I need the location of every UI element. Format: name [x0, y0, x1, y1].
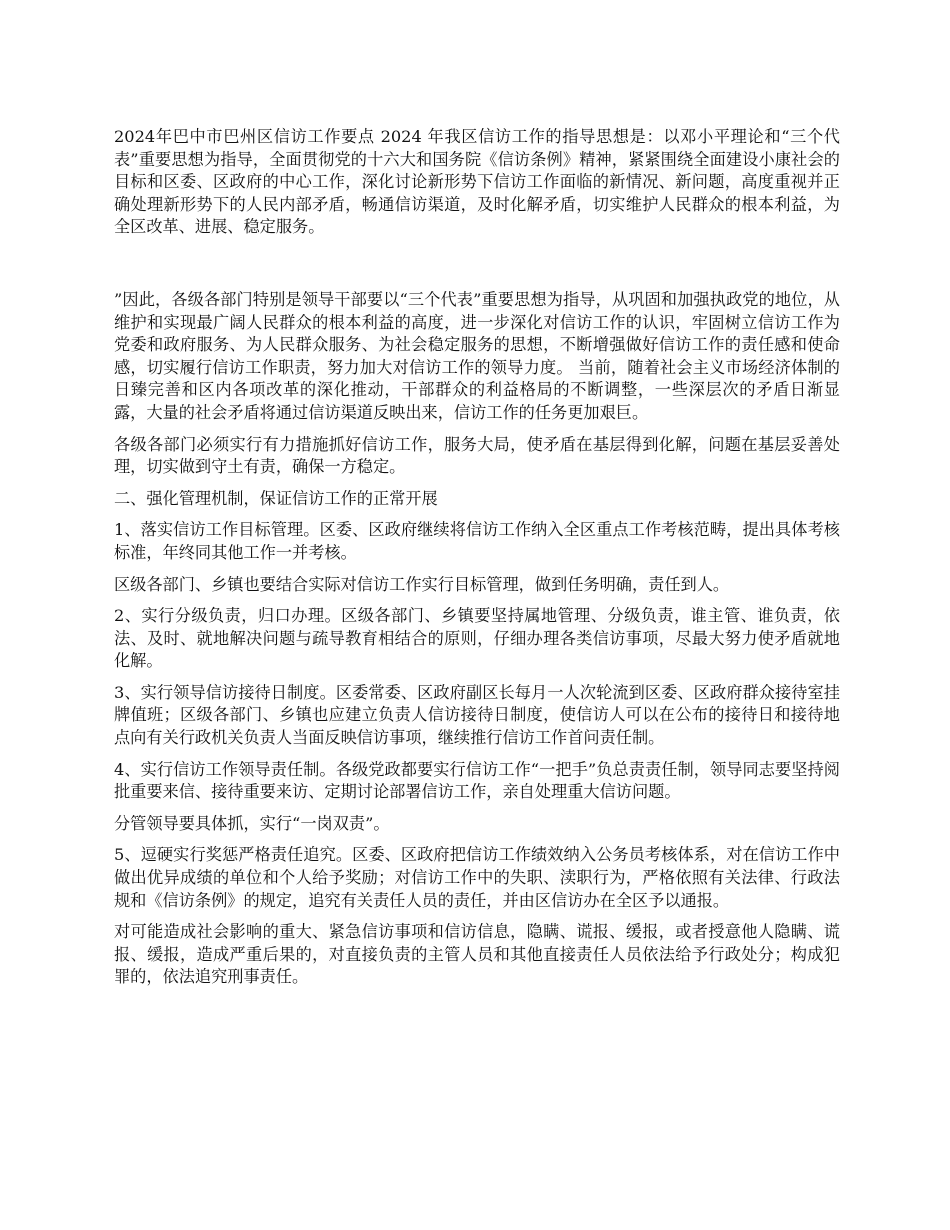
list-item-paragraph: 4、实行信访工作领导责任制。各级党政都要实行信访工作“一把手”负总责责任制，领导同志要坚持阅批重要来信、接待重要来访、定期讨论部署信访工作，亲自处理重大信访问题。: [114, 759, 840, 802]
body-paragraph: ”因此，各级各部门特别是领导干部要以“三个代表”重要思想为指导，从巩固和加强执政党的地位，从维护和实现最广阔人民群众的根本利益的高度，进一步深化对信访工作的认识，牢固树立信访工作为党委和政府服务、为人民群众服务、为社会稳定服务的思想，不断增强做好信访工作的责任感和使命感，切实履行信访工作职责，努力加大对信访工作的领导力度。 当前，随着社会主义市场经济体制的日臻完善和区内各项改革的深化推动，干部群众的利益格局的不断调整，一些深层次的矛盾日渐显露，大量的社会矛盾将通过信访渠道反映出来，信访工作的任务更加艰巨。: [114, 289, 840, 422]
intro-paragraph: 2024年巴中市巴州区信访工作要点 2024 年我区信访工作的指导思想是：以邓小平理论和“三个代表”重要思想为指导，全面贯彻党的十六大和国务院《信访条例》精神，紧紧围绕全面建设小康社会的目标和区委、区政府的中心工作，深化讨论新形势下信访工作面临的新情况、新问题，高度重视并正确处理新形势下的人民内部矛盾，畅通信访渠道，及时化解矛盾，切实维护人民群众的根本利益，为全区改革、进展、稳定服务。: [114, 127, 840, 237]
body-paragraph: 分管领导要具体抓，实行“一岗双责”。: [114, 813, 390, 833]
list-item-paragraph: 3、实行领导信访接待日制度。区委常委、区政府副区长每月一人次轮流到区委、区政府群众接待室挂牌值班；区级各部门、乡镇也应建立负责人信访接待日制度，使信访人可以在公布的接待日和接待地点向有关行政机关负责人当面反映信访事项，继续推行信访工作首问责任制。: [114, 682, 840, 748]
list-item-paragraph: 5、逗硬实行奖惩严格责任追究。区委、区政府把信访工作绩效纳入公务员考核体系，对在信访工作中做出优异成绩的单位和个人给予奖励；对信访工作中的失职、渎职行为，严格依照有关法律、行政法规和《信访条例》的规定，追究有关责任人员的责任，并由区信访办在全区予以通报。: [114, 845, 840, 910]
paragraph-gap: [114, 239, 840, 289]
document-body: [114, 126, 840, 989]
body-paragraph: 区级各部门、乡镇也要结合实际对信访工作实行目标管理，做到任务明确，责任到人。: [114, 574, 730, 594]
list-item-paragraph: 1、落实信访工作目标管理。区委、区政府继续将信访工作纳入全区重点工作考核范畴，提出具体考核标准，年终同其他工作一并考核。: [114, 520, 840, 562]
body-paragraph: 各级各部门必须实行有力措施抓好信访工作，服务大局，使矛盾在基层得到化解，问题在基层妥善处理，切实做到守土有责，确保一方稳定。: [114, 434, 840, 477]
list-item-paragraph: 2、实行分级负责，归口办理。区级各部门、乡镇要坚持属地管理、分级负责，谁主管、谁负责，依法、及时、就地解决问题与疏导教育相结合的原则，仔细办理各类信访事项，尽最大努力使矛盾就地化解。: [114, 606, 840, 671]
body-paragraph: 对可能造成社会影响的重大、紧急信访事项和信访信息，隐瞒、谎报、缓报，或者授意他人隐瞒、谎报、缓报，造成严重后果的，对直接负责的主管人员和其他直接责任人员依法给予行政处分；构成犯罪的，依法追究刑事责任。: [114, 922, 840, 987]
section-heading: 二、强化管理机制，保证信访工作的正常开展: [114, 488, 438, 508]
